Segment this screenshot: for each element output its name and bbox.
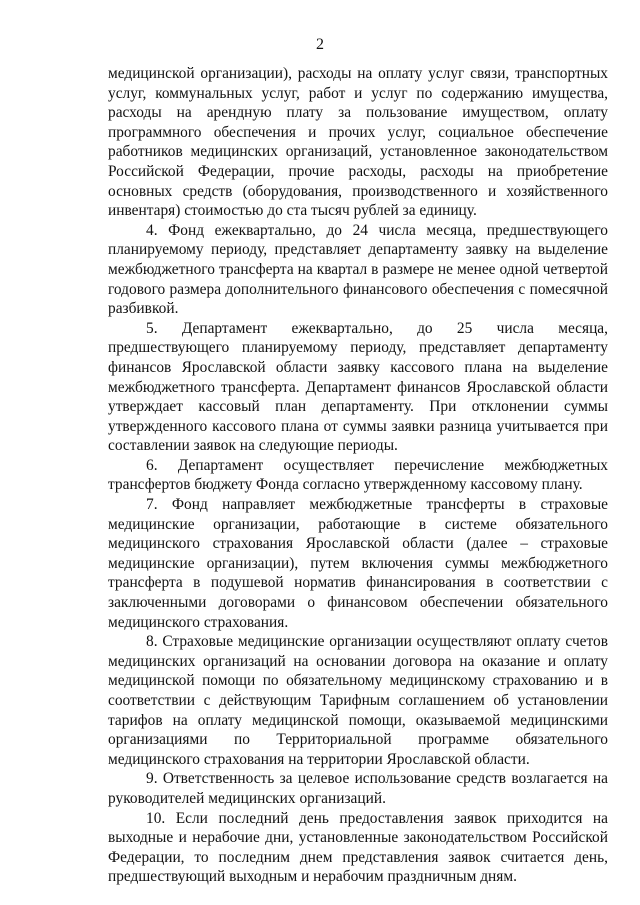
paragraph-item-5: 5. Департамент ежеквартально, до 25 числа месяца, предшествующего планируемому периоду, представляет департаменту финансов Ярославской области заявку кассового плана на выделение межбюджетного трансферта. Департамент финансов Ярославской области утверждает кассовый план департаменту. При отклонении суммы утвержденного кассового плана от суммы заявки разница учитывается при составлении заявок на следующие периоды.: [108, 319, 608, 455]
paragraph-item-7: 7. Фонд направляет межбюджетные трансферты в страховые медицинские организации, работающие в системе обязательного медицинского страхования Ярославской области (далее – страховые медицинские организации), путем включения суммы межбюджетного трансферта в подушевой норматив финансирования в соответствии с заключенными договорами о финансовом обеспечении обязательного медицинского страхования.: [108, 496, 608, 631]
page-number: 2: [316, 36, 324, 53]
paragraph-continuation: медицинской организации), расходы на оплату услуг связи, транспортных услуг, коммунальных услуг, работ и услуг по содержанию имущества, расходы на арендную плату за пользование имуществом, оплату программного обеспечения и прочих услуг, социальное обеспечение работников медицинских организаций, установленное законодательством Российской Федерации, прочие расходы, расходы на приобретение основных средств (оборудования, производственного и хозяйственного инвентаря) стоимостью до ста тысяч рублей за единицу.: [108, 65, 608, 220]
paragraph-item-4: 4. Фонд ежеквартально, до 24 числа месяца, предшествующего планируемому периоду, представляет департаменту заявку на выделение межбюджетного трансферта на квартал в размере не менее одной четвертой годового размера дополнительного финансового обеспечения с помесячной разбивкой.: [108, 221, 608, 318]
paragraph-item-9: 9. Ответственность за целевое использование средств возлагается на руководителей медицинских организаций.: [108, 770, 608, 807]
document-body: [108, 64, 608, 887]
paragraph-item-10: 10. Если последний день предоставления заявок приходится на выходные и нерабочие дни, установленные законодательством Российской Федерации, то последним днем представления заявок считается день, предшествующий выходным и нерабочим праздничным дням.: [108, 809, 608, 886]
paragraph-item-6: 6. Департамент осуществляет перечисление межбюджетных трансфертов бюджету Фонда согласно утвержденному кассовому плану.: [108, 456, 608, 494]
paragraph-item-8: 8. Страховые медицинские организации осуществляют оплату счетов медицинских организаций на основании договора на оказание и оплату медицинской помощи по обязательному медицинскому страхованию и в соответствии с действующим Тарифным соглашением об установлении тарифов на оплату медицинской помощи, оказываемой медицинскими организациями по Территориальной программе обязательного медицинского страхования на территории Ярославской области.: [108, 633, 608, 768]
